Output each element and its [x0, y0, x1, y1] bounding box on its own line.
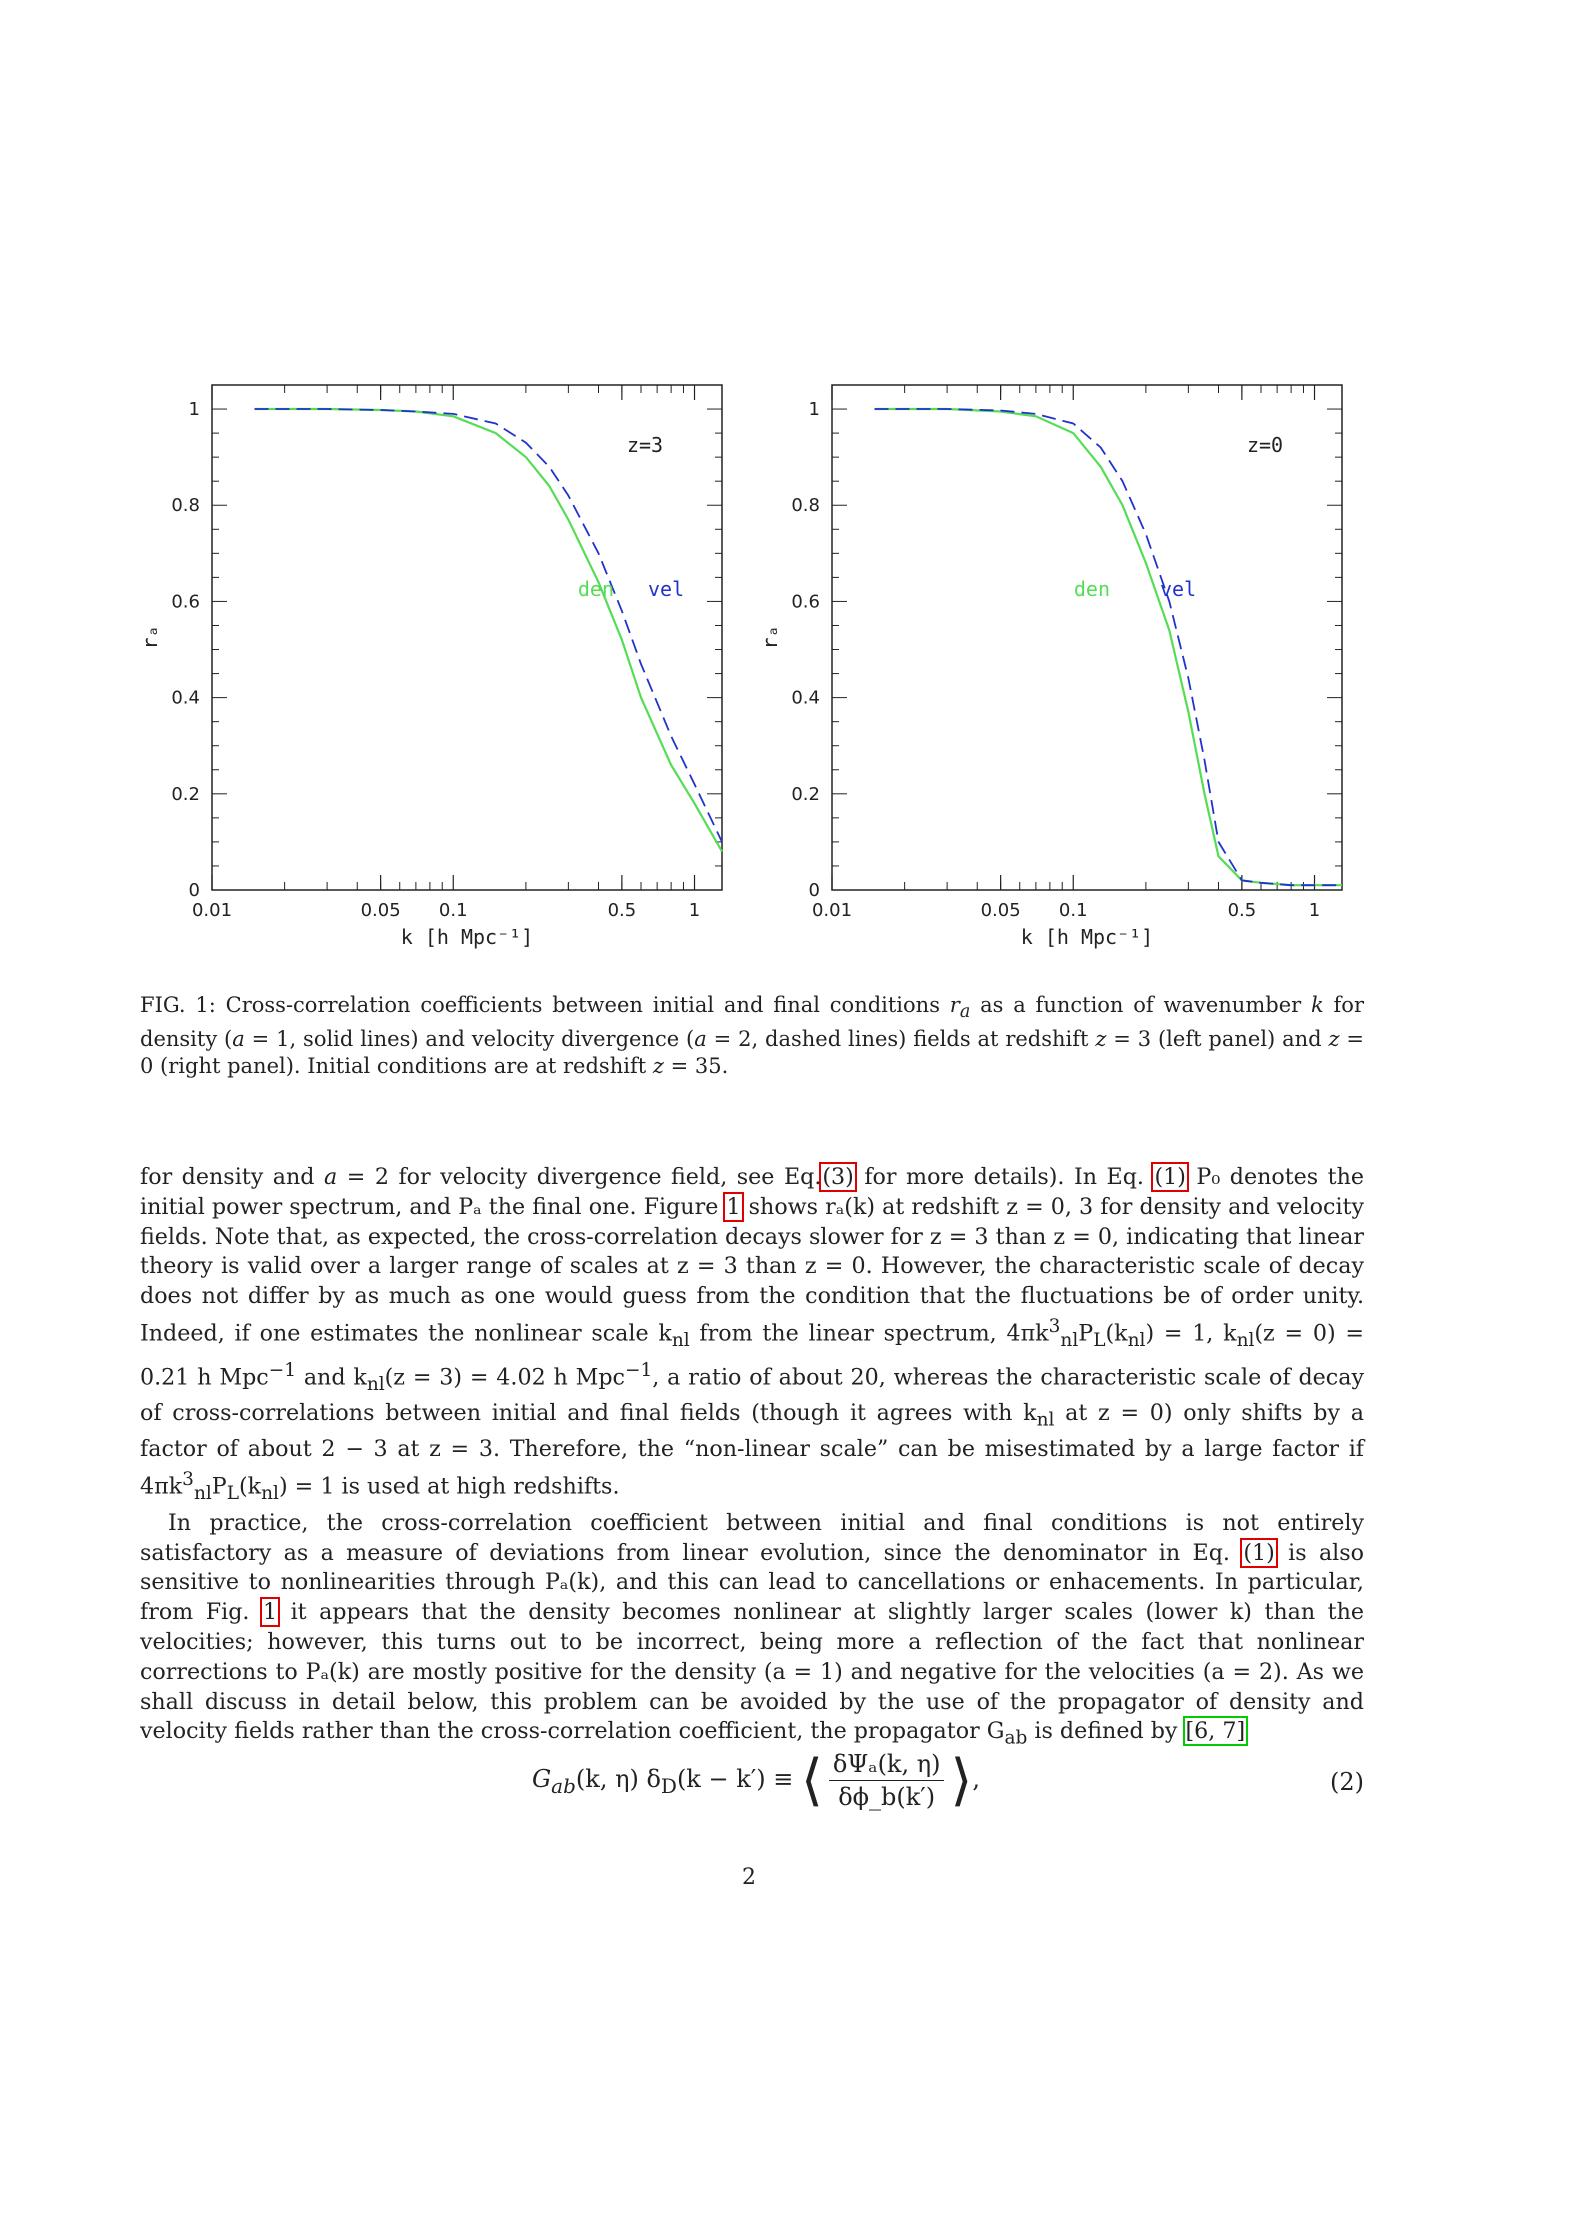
paragraph-2: In practice, the cross-correlation coefficient between initial and final conditions is not entirely satisfactory as a measure of deviations from linear evolution, since the denominator in Eq. (1) is also sensitive to nonlinearities through Pₐ(k), and this can lead to cancellations or enhacements. In particular, from Fig. 1 it appears that the density becomes nonlinear at slightly larger scales (lower k) than the velocities; however, this turns out to be incorrect, being more a reflection of the fact that nonlinear corrections to Pₐ(k) are mostly positive for the density (a = 1) and negative for the velocities (a = 2). As we shall discuss in detail below, this problem can be avoided by the use of the propagator of density and velocity fields rather than the cross-correlation coefficient, the propagator $G_{ab}$ is defined by [6, 7] — [140, 1509, 1365, 1749]
label-den: den — [1073, 577, 1110, 601]
x-tick-label: 0.5 — [1227, 900, 1257, 921]
paragraph-1: for density and a = 2 for velocity divergence field, see Eq.(3) for more details). In Eq. (1) P₀ denotes the initial power spectrum, and Pₐ the final one. Figure 1 shows rₐ(k) at redshift z = 0, 3 for density and velocity fields. Note that, as expected, the cross-correlation decays slower for z = 3 than z = 0, indicating that linear theory is valid over a larger range of scales at z = 3 than z = 0. However, the characteristic scale of decay does not differ by as much as one would guess from the condition that the fluctuations be of order unity. Indeed, if one estimates the nonlinear scale $k_{nl}$ from the linear spectrum, $4\pi k^3_{nl}P_L(k_{nl}) = 1$, $k_{nl}(z = 0) = 0.21$ h Mpc$^{-1}$ and $k_{nl}(z = 3) = 4.02$ h Mpc$^{-1}$, a ratio of about 20, whereas the characteristic scale of decay of cross-correlations between initial and final fields (though it agrees with $k_{nl}$ at z = 0) only shifts by a factor of about 2 − 3 at z = 3. Therefore, the “non-linear scale” can be misestimated by a large factor if $4\pi k^3_{nl}P_L(k_{nl}) = 1$ is used at high redshifts. — [140, 1164, 1365, 1505]
plot-frame — [212, 385, 722, 890]
eq-ref-3[interactable]: (3) — [822, 1164, 854, 1190]
x-tick-label: 0.01 — [811, 900, 853, 921]
eq-ref-1[interactable]: (1) — [1154, 1164, 1186, 1190]
equation-2 — [140, 1740, 1364, 1813]
y-tick-label: 0.4 — [791, 687, 820, 709]
y-tick-label: 1 — [188, 399, 200, 421]
fig-ref-1-b[interactable]: 1 — [262, 1599, 278, 1626]
series-vel — [255, 409, 723, 842]
label-vel: vel — [1160, 577, 1197, 601]
x-tick-label: 0.05 — [980, 900, 1021, 921]
panel-right — [758, 385, 1342, 949]
eq-ref-1-b[interactable]: (1) — [1243, 1539, 1275, 1566]
y-tick-label: 0.6 — [171, 591, 200, 613]
figure-1 — [0, 0, 1584, 980]
x-tick-label: 0.01 — [191, 900, 233, 921]
x-tick-label: 1 — [1308, 900, 1321, 921]
y-axis-label: rₐ — [758, 625, 782, 650]
y-tick-label: 0.6 — [791, 591, 820, 613]
y-tick-label: 1 — [808, 399, 820, 421]
panel-left — [138, 385, 722, 949]
x-tick-label: 0.1 — [1058, 900, 1088, 921]
y-tick-label: 0 — [808, 880, 820, 901]
x-tick-label: 0.1 — [438, 900, 468, 921]
y-tick-label: 0.2 — [791, 783, 820, 805]
redshift-annotation: z=0 — [1246, 433, 1284, 457]
x-tick-label: 1 — [688, 900, 701, 921]
label-vel: vel — [648, 577, 685, 601]
y-tick-label: 0.4 — [171, 687, 200, 709]
citation-6-7[interactable]: [6, 7] — [1185, 1718, 1246, 1745]
y-axis-label: rₐ — [138, 625, 162, 650]
equation-number: (2) — [1330, 1768, 1364, 1796]
plot-frame — [832, 385, 1342, 890]
equation-fraction: $\frac{\text{δΨₐ(k, η)}}{\delta\phi\_b(k')}$ — [829, 1750, 945, 1811]
x-axis-label: k [h Mpc⁻¹] — [1020, 925, 1154, 949]
redshift-annotation: z=3 — [626, 433, 664, 457]
y-tick-label: 0.2 — [171, 783, 200, 805]
body-text — [140, 1163, 1364, 1754]
equation-body: $G_{ab}(k$, η) $\delta_D(k - k')$ ≡ ⟨ $\frac{\text{δΨₐ(k, η)}}{\delta\phi\_b(k')}$ ⟩, — [532, 1748, 980, 1813]
series-den — [255, 409, 723, 852]
y-tick-label: 0 — [188, 880, 200, 901]
y-tick-label: 0.8 — [171, 495, 200, 517]
label-den: den — [577, 577, 614, 601]
figure-caption: FIG. 1: Cross-correlation coefficients between initial and final conditions $r_a$ as a function of wavenumber k for density (a = 1, solid lines) and velocity divergence (a = 2, dashed lines) fields at redshift z = 3 (left panel) and z = 0 (right panel). Initial conditions are at redshift z = 35. — [140, 993, 1364, 1079]
x-tick-label: 0.5 — [607, 900, 637, 921]
x-tick-label: 0.05 — [360, 900, 401, 921]
page-number: 2 — [742, 1865, 756, 1890]
series-den — [875, 409, 1343, 885]
y-tick-label: 0.8 — [791, 495, 820, 517]
x-axis-label: k [h Mpc⁻¹] — [400, 925, 534, 949]
fig-ref-1[interactable]: 1 — [726, 1193, 741, 1220]
